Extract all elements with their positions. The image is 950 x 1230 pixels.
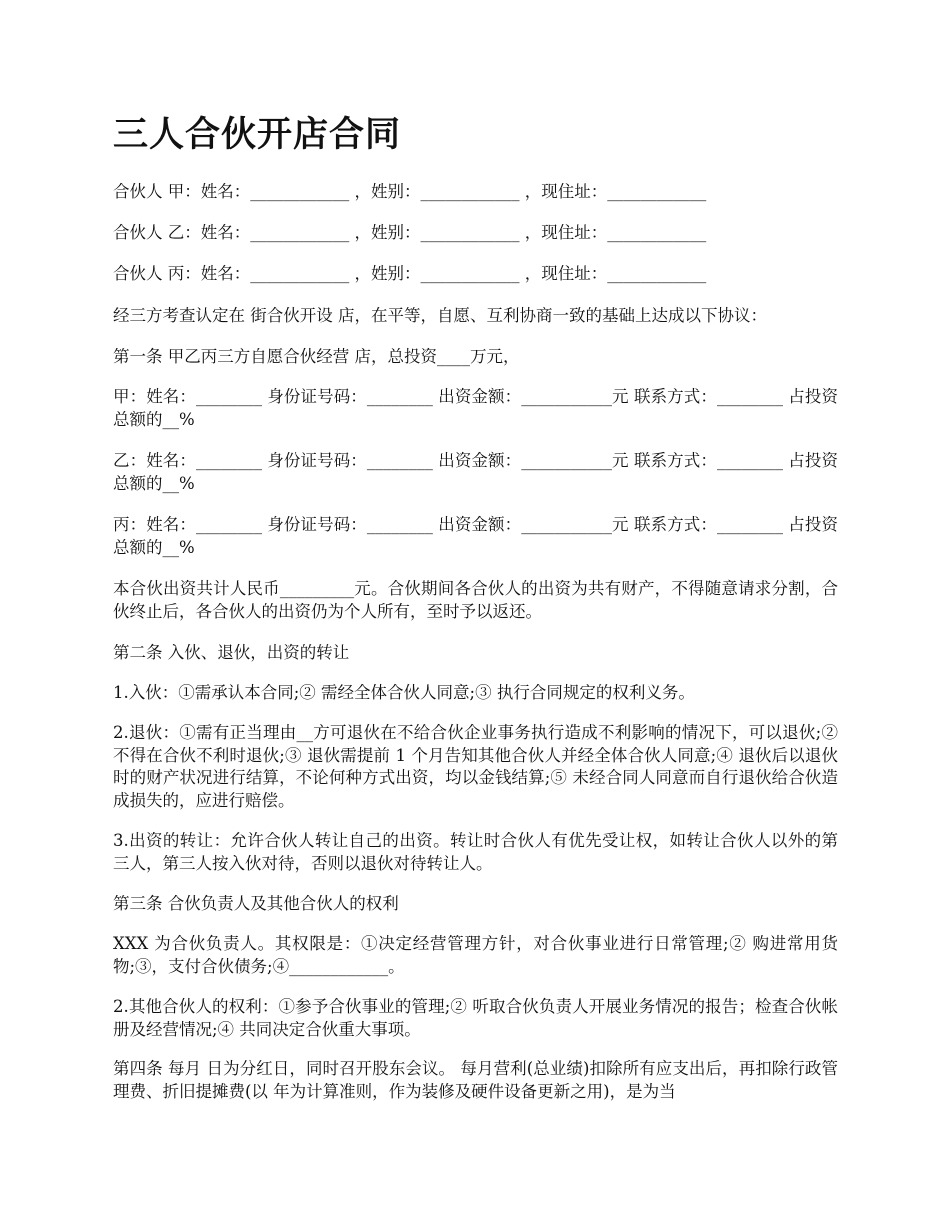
article-1-heading: 第一条 甲乙丙三方自愿合伙经营 店，总投资____万元， <box>113 347 520 366</box>
preamble-paragraph: 经三方考查认定在 街合伙开设 店，在平等，自愿、互利协商一致的基础上达成以下协议： <box>113 306 767 325</box>
investor-c-details: 丙：姓名：________ 身份证号码：________ 出资金额：___________元 联系方式：________ 占投资总额的__% <box>113 515 838 557</box>
article-2-heading: 第二条 入伙、退伙，出资的转让 <box>113 643 350 662</box>
withdrawal-clause: 2.退伙：①需有正当理由__方可退伙在不给合伙企业事务执行造成不利影响的情况下，可以退伙;② 不得在合伙不利时退伙;③ 退伙需提前 1 个月告知其他合伙人并经全体合伙人同意;④ 退伙后以退伙时的财产状况进行结算，不论何种方式出资，均以金钱结算;⑤ 未经合同人同意而自行退伙给合伙造成损失的，应进行赔偿。 <box>113 723 838 810</box>
partner-b-info: 合伙人 乙：姓名：____________ ，姓别：____________ ，现住址：____________ <box>113 223 707 242</box>
other-partner-rights-clause: 2.其他合伙人的权利：①参予合伙事业的管理;② 听取合伙负责人开展业务情况的报告；检查合伙帐册及经营情况;④ 共同决定合伙重大事项。 <box>113 997 838 1039</box>
article-3-heading: 第三条 合伙负责人及其他合伙人的权利 <box>113 894 399 913</box>
total-capital-paragraph: 本合伙出资共计人民币_________元。合伙期间各合伙人的出资为共有财产，不得随意请求分割，合伙终止后，各合伙人的出资仍为个人所有，至时予以返还。 <box>113 579 838 621</box>
document-title: 三人合伙开店合同 <box>113 115 402 155</box>
manager-rights-clause: XXX 为合伙负责人。其权限是：①决定经营管理方针，对合伙事业进行日常管理;② 购进常用货物;③，支付合伙债务;④____________。 <box>113 934 838 976</box>
investor-a-details: 甲：姓名：________ 身份证号码：________ 出资金额：___________元 联系方式：________ 占投资总额的__% <box>113 387 838 429</box>
partner-a-info: 合伙人 甲：姓名：____________ ，姓别：____________ ，现住址：____________ <box>113 182 707 201</box>
article-4-paragraph: 第四条 每月 日为分红日，同时召开股东会议。 每月营利(总业绩)扣除所有应支出后，再扣除行政管理费、折旧提摊费(以 年为计算准则，作为装修及硬件设备更新之用)，是为当 <box>113 1059 838 1101</box>
partner-c-info: 合伙人 丙：姓名：____________ ，姓别：____________ ，现住址：____________ <box>113 264 707 283</box>
capital-transfer-clause: 3.出资的转让：允许合伙人转让自己的出资。转让时合伙人有优先受让权，如转让合伙人以外的第三人，第三人按入伙对待，否则以退伙对待转让人。 <box>113 831 838 873</box>
investor-b-details: 乙：姓名：________ 身份证号码：________ 出资金额：___________元 联系方式：________ 占投资总额的__% <box>113 451 838 493</box>
joining-clause: 1.入伙：①需承认本合同;② 需经全体合伙人同意;③ 执行合同规定的权利义务。 <box>113 683 695 702</box>
